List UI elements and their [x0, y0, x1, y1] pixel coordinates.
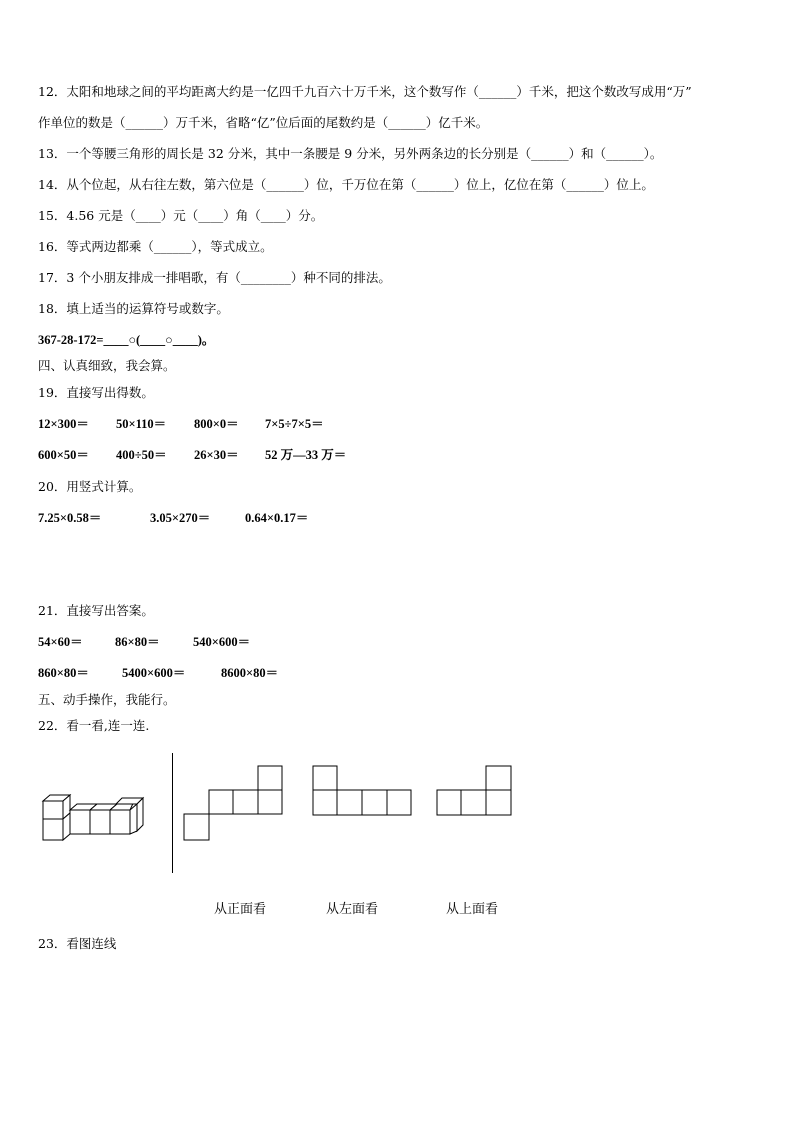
q21-item: 54×60＝ [38, 635, 83, 649]
q20-item: 3.05×270＝ [150, 511, 211, 525]
q19-item: 12×300＝ [38, 417, 89, 431]
q21-item: 860×80＝ [38, 666, 89, 680]
q18-expression: 367-28-172=____○(____○____)。 [38, 333, 215, 347]
q22-title: 22．看一看,连一连. [38, 718, 150, 733]
view-c-figure [436, 765, 514, 819]
q21-item: 86×80＝ [115, 635, 160, 649]
q21-row1 [38, 634, 250, 650]
cube-arrangement-figure [40, 793, 155, 845]
view-a-figure [183, 765, 285, 843]
cube-face-front [70, 810, 90, 834]
q19-item: 50×110＝ [116, 417, 167, 431]
q19-item: 400÷50＝ [116, 448, 167, 462]
cube-face-side [137, 798, 143, 831]
q19-item: 800×0＝ [194, 417, 239, 431]
q12-line1: 12．太阳和地球之间的平均距离大约是一亿四千九百六十万千米，这个数写作（______）千米，把这个数改写成用“万” [38, 84, 692, 99]
cube-face-front [110, 810, 130, 834]
q17-text: 17．3 个小朋友排成一排唱歌，有（________）种不同的排法。 [38, 270, 391, 285]
q19-item: 26×30＝ [194, 448, 239, 462]
q21-item: 540×600＝ [193, 635, 251, 649]
q16-text: 16．等式两边都乘（______），等式成立。 [38, 239, 273, 254]
q21-item: 8600×80＝ [221, 666, 279, 680]
label-top-view: 从上面看 [446, 902, 499, 917]
q23-title: 23．看图连线 [38, 936, 117, 951]
q13-text: 13．一个等腰三角形的周长是 32 分米，其中一条腰是 9 分米，另外两条边的长分别是（______）和（______）。 [38, 146, 663, 161]
q18-title: 18．填上适当的运算符号或数字。 [38, 301, 229, 316]
cube-face-front [90, 810, 110, 834]
q21-item: 5400×600＝ [122, 666, 186, 680]
q20-row1 [38, 510, 308, 526]
cube-face-side [130, 804, 137, 834]
figure-divider [172, 753, 173, 873]
cube-face-front [43, 801, 63, 819]
q15-text: 15．4.56 元是（____）元（____）角（____）分。 [38, 208, 324, 223]
q19-item: 52 万—33 万＝ [265, 448, 347, 462]
q21-row2 [38, 665, 278, 681]
q14-text: 14．从个位起，从右往左数，第六位是（______）位，千万位在第（______）位上，亿位在第（______）位上。 [38, 177, 654, 192]
q12-line2: 作单位的数是（______）万千米，省略“亿”位后面的尾数约是（______）亿千米。 [38, 115, 489, 130]
section5-heading: 五、动手操作，我能行。 [38, 692, 176, 707]
q19-item: 600×50＝ [38, 448, 89, 462]
label-left-view: 从左面看 [326, 902, 379, 917]
q19-row1 [38, 416, 324, 432]
view-b-figure [312, 765, 414, 819]
label-front-view: 从正面看 [214, 902, 267, 917]
section4-heading: 四、认真细致，我会算。 [38, 358, 176, 373]
q20-item: 0.64×0.17＝ [245, 511, 309, 525]
q19-title: 19．直接写出得数。 [38, 385, 154, 400]
q21-title: 21．直接写出答案。 [38, 603, 154, 618]
q19-item: 7×5÷7×5＝ [265, 417, 324, 431]
q20-item: 7.25×0.58＝ [38, 511, 102, 525]
q19-row2 [38, 447, 346, 463]
q20-title: 20．用竖式计算。 [38, 479, 142, 494]
cube-face-front [43, 819, 63, 840]
